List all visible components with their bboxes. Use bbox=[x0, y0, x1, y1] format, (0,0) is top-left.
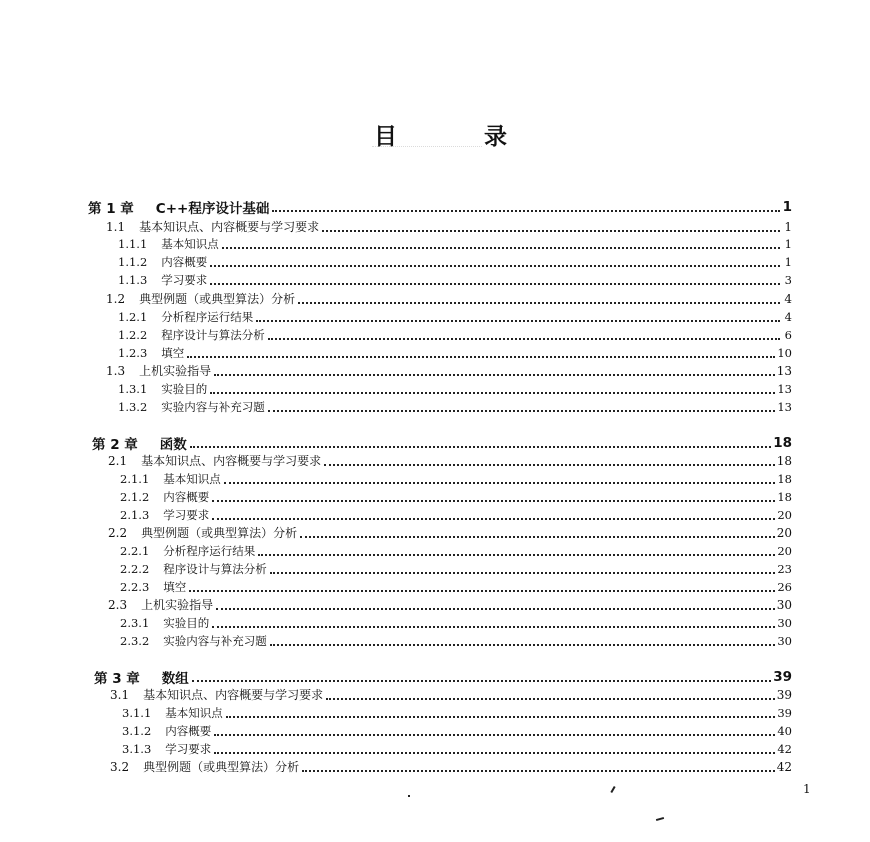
toc-entry-number: 2.1.1 bbox=[120, 471, 150, 486]
toc-entry-page: 20 bbox=[777, 543, 792, 558]
toc-entry-title: 分析程序运行结果 bbox=[161, 309, 254, 324]
dot-leader bbox=[212, 518, 775, 520]
toc-entry-page: 18 bbox=[777, 471, 792, 486]
toc-entry-page: 1 bbox=[784, 236, 792, 251]
dot-leader bbox=[212, 500, 775, 502]
toc-chapter bbox=[92, 434, 792, 451]
toc-subsection bbox=[120, 506, 792, 523]
scan-mark bbox=[408, 795, 410, 797]
toc-entry-number: 第 3 章 bbox=[94, 670, 140, 687]
toc-entry-page: 42 bbox=[776, 759, 792, 774]
dot-leader bbox=[270, 572, 776, 574]
toc-subsection bbox=[118, 308, 792, 325]
title-char-2: 录 bbox=[484, 124, 507, 150]
toc-entry-number: 3.1.1 bbox=[122, 705, 152, 720]
toc-subsection bbox=[118, 253, 792, 270]
toc-entry-number: 3.1.2 bbox=[122, 723, 152, 738]
dot-leader bbox=[268, 410, 776, 412]
toc-entry-number: 1.2.1 bbox=[118, 309, 148, 324]
toc-entry-page: 18 bbox=[773, 434, 792, 451]
toc-entry-page: 18 bbox=[776, 453, 792, 468]
toc-subsection bbox=[118, 271, 792, 288]
toc-subsection bbox=[122, 722, 792, 739]
toc-entry-page: 4 bbox=[784, 291, 792, 306]
toc-entry-page: 40 bbox=[777, 723, 792, 738]
toc-entry-title: 上机实验指导 bbox=[141, 598, 214, 612]
dot-leader bbox=[302, 770, 775, 772]
dot-leader bbox=[256, 320, 780, 322]
toc-entry-title: 学习要求 bbox=[161, 272, 208, 287]
toc-entry-title: 分析程序运行结果 bbox=[163, 543, 256, 558]
toc-entry-number: 2.1 bbox=[108, 453, 128, 468]
toc-entry-title: 基本知识点、内容概要与学习要求 bbox=[141, 454, 322, 468]
toc-entry-number: 2.1.3 bbox=[120, 507, 150, 522]
dot-leader bbox=[214, 374, 775, 376]
toc-subsection bbox=[120, 614, 792, 631]
toc-entry-number: 1.1.2 bbox=[118, 254, 148, 269]
toc-entry-page: 3 bbox=[784, 272, 792, 287]
toc-entry-page: 13 bbox=[776, 363, 792, 378]
toc-entry-title: 函数 bbox=[159, 436, 187, 453]
toc-entry-number: 1.3 bbox=[106, 363, 126, 378]
toc-entry-title: 填空 bbox=[163, 579, 187, 594]
toc-entry-page: 39 bbox=[777, 705, 792, 720]
toc-entry-page: 39 bbox=[773, 668, 792, 685]
dot-leader bbox=[226, 716, 776, 718]
dot-leader bbox=[192, 680, 771, 682]
toc-entry-number: 2.1.2 bbox=[120, 489, 150, 504]
toc-subsection bbox=[118, 326, 792, 343]
toc-entry-number: 第 1 章 bbox=[88, 200, 134, 217]
toc-entry-title: 内容概要 bbox=[165, 723, 212, 738]
dot-leader bbox=[300, 536, 775, 538]
toc-entry-title: 学习要求 bbox=[165, 741, 212, 756]
toc-entry-page: 10 bbox=[777, 345, 792, 360]
dot-leader bbox=[210, 265, 780, 267]
toc-section bbox=[108, 452, 792, 469]
toc-entry-title: 程序设计与算法分析 bbox=[163, 561, 267, 576]
toc-subsection bbox=[118, 235, 792, 252]
toc-section bbox=[106, 218, 792, 235]
dot-leader bbox=[326, 698, 775, 700]
scan-mark bbox=[610, 786, 615, 793]
toc-entry-title: 实验目的 bbox=[161, 381, 208, 396]
toc-subsection bbox=[118, 344, 792, 361]
toc-entry-page: 1 bbox=[784, 254, 792, 269]
dot-leader bbox=[268, 338, 780, 340]
toc-chapter bbox=[88, 198, 792, 215]
toc-entry-title: 基本知识点 bbox=[165, 705, 223, 720]
dot-leader bbox=[216, 608, 775, 610]
toc-entry-title: 基本知识点、内容概要与学习要求 bbox=[139, 220, 320, 234]
dot-leader bbox=[270, 644, 776, 646]
dot-leader bbox=[324, 464, 775, 466]
toc-entry-number: 1.2.2 bbox=[118, 327, 148, 342]
scan-noise bbox=[372, 146, 482, 151]
toc-entry-number: 2.2.2 bbox=[120, 561, 150, 576]
toc-entry-title: 内容概要 bbox=[163, 489, 210, 504]
toc-entry-title: 基本知识点 bbox=[163, 471, 221, 486]
toc-entry-title: 实验目的 bbox=[163, 615, 210, 630]
toc-subsection bbox=[120, 470, 792, 487]
toc-subsection bbox=[120, 542, 792, 559]
toc-entry-page: 4 bbox=[784, 309, 792, 324]
toc-entry-number: 2.2.3 bbox=[120, 579, 150, 594]
toc-entry-title: 学习要求 bbox=[163, 507, 210, 522]
toc-entry-page: 13 bbox=[777, 399, 792, 414]
dot-leader bbox=[298, 302, 780, 304]
toc-entry-number: 1.1.1 bbox=[118, 236, 148, 251]
toc-entry-page: 30 bbox=[776, 597, 792, 612]
toc-entry-page: 20 bbox=[777, 507, 792, 522]
toc-entry-title: 基本知识点 bbox=[161, 236, 219, 251]
toc-entry-page: 13 bbox=[777, 381, 792, 396]
toc-subsection bbox=[120, 632, 792, 649]
toc-entry-number: 2.3 bbox=[108, 597, 128, 612]
toc-section bbox=[106, 290, 792, 307]
toc-section bbox=[108, 524, 792, 541]
toc-entry-page: 6 bbox=[784, 327, 792, 342]
toc-entry-page: 30 bbox=[777, 615, 792, 630]
dot-leader bbox=[222, 247, 780, 249]
dot-leader bbox=[212, 626, 775, 628]
toc-entry-title: 实验内容与补充习题 bbox=[161, 399, 265, 414]
dot-leader bbox=[224, 482, 776, 484]
toc-entry-page: 42 bbox=[777, 741, 792, 756]
toc-entry-number: 2.2.1 bbox=[120, 543, 150, 558]
toc-entry-number: 3.2 bbox=[110, 759, 130, 774]
toc-subsection bbox=[122, 740, 792, 757]
toc-section bbox=[106, 362, 792, 379]
footer-page-number: 1 bbox=[803, 782, 811, 796]
toc-entry-number: 1.2 bbox=[106, 291, 126, 306]
toc-entry-title: 实验内容与补充习题 bbox=[163, 633, 267, 648]
dot-leader bbox=[210, 283, 780, 285]
dot-leader bbox=[214, 752, 775, 754]
toc-entry-title: 上机实验指导 bbox=[139, 364, 212, 378]
toc-entry-title: 典型例题（或典型算法）分析 bbox=[143, 760, 300, 774]
toc-entry-title: 程序设计与算法分析 bbox=[161, 327, 265, 342]
toc-entry-number: 1.3.1 bbox=[118, 381, 148, 396]
toc-chapter bbox=[94, 668, 792, 685]
toc-subsection bbox=[120, 560, 792, 577]
dot-leader bbox=[210, 392, 775, 394]
toc-entry-page: 39 bbox=[776, 687, 792, 702]
toc-subsection bbox=[118, 380, 792, 397]
toc-entry-title: 基本知识点、内容概要与学习要求 bbox=[143, 688, 324, 702]
toc-entry-number: 第 2 章 bbox=[92, 436, 138, 453]
toc-entry-page: 30 bbox=[777, 633, 792, 648]
toc-subsection bbox=[120, 578, 792, 595]
toc-entry-number: 2.3.2 bbox=[120, 633, 150, 648]
toc-entry-page: 23 bbox=[777, 561, 792, 576]
dot-leader bbox=[258, 554, 775, 556]
title-char-1: 目 bbox=[374, 124, 397, 150]
toc-subsection bbox=[120, 488, 792, 505]
toc-entry-number: 1.1 bbox=[106, 219, 126, 234]
toc-entry-number: 3.1.3 bbox=[122, 741, 152, 756]
dot-leader bbox=[322, 230, 780, 232]
toc-entry-number: 1.1.3 bbox=[118, 272, 148, 287]
toc-entry-title: C++程序设计基础 bbox=[155, 200, 270, 217]
toc-entry-title: 典型例题（或典型算法）分析 bbox=[141, 526, 298, 540]
toc-entry-page: 20 bbox=[776, 525, 792, 540]
toc-entry-title: 填空 bbox=[161, 345, 185, 360]
dot-leader bbox=[189, 590, 775, 592]
dot-leader bbox=[190, 446, 771, 448]
toc-entry-page: 1 bbox=[784, 219, 792, 234]
toc-subsection bbox=[122, 704, 792, 721]
toc-section bbox=[110, 686, 792, 703]
dot-leader bbox=[214, 734, 775, 736]
toc-entry-title: 内容概要 bbox=[161, 254, 208, 269]
toc-entry-number: 1.3.2 bbox=[118, 399, 148, 414]
toc-section bbox=[108, 596, 792, 613]
toc-entry-title: 典型例题（或典型算法）分析 bbox=[139, 292, 296, 306]
toc-entry-number: 2.3.1 bbox=[120, 615, 150, 630]
toc-entry-page: 18 bbox=[777, 489, 792, 504]
toc-section bbox=[110, 758, 792, 775]
dot-leader bbox=[272, 210, 780, 212]
toc-entry-title: 数组 bbox=[161, 670, 189, 687]
toc-entry-number: 1.2.3 bbox=[118, 345, 148, 360]
toc-entry-number: 3.1 bbox=[110, 687, 130, 702]
scan-mark bbox=[656, 817, 664, 821]
toc-entry-page: 26 bbox=[777, 579, 792, 594]
toc-entry-page: 1 bbox=[782, 198, 792, 215]
dot-leader bbox=[187, 356, 775, 358]
toc-subsection bbox=[118, 398, 792, 415]
toc-entry-number: 2.2 bbox=[108, 525, 128, 540]
